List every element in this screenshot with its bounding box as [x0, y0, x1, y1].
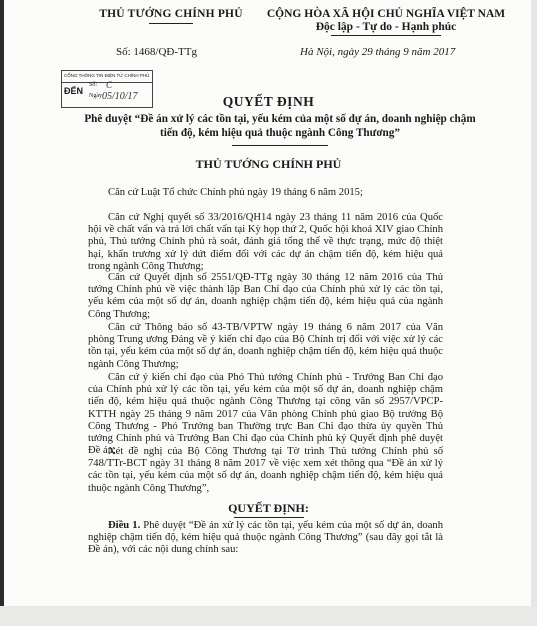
- document-subtitle: Phê duyệt “Đề án xử lý các tồn tại, yếu kém của một số dự án, doanh nghiệp chậm tiến độ, kém hiệu quả thuộc ngành Công Thương”: [84, 113, 476, 139]
- document-number: Số: 1468/QĐ-TTg: [116, 46, 197, 58]
- stamp-date-value: 05/10/17: [102, 91, 138, 102]
- stamp-number-value: C: [106, 80, 113, 90]
- agency-name: THỦ TƯỚNG CHÍNH PHỦ: [99, 8, 243, 20]
- stamp-number-label: Số:: [89, 82, 98, 88]
- national-motto: Độc lập - Tự do - Hạnh phúc: [315, 21, 457, 33]
- legal-basis-6: Xét đề nghị của Bộ Công Thương tại Tờ trình Thủ tướng Chính phủ số 748/TTr-BCT ngày 31 tháng 8 năm 2017 về việc xem xét thông qua “Đề án xử lý các tồn tại, yếu kém của một số dự án, doanh nghiệp chậm tiến độ, kém hiệu quả thuộc ngành Công Thương”,: [88, 446, 443, 494]
- article-1-text: Phê duyệt “Đề án xử lý các tồn tại, yếu kém của một số dự án, doanh nghiệp chậm tiến độ, kém hiệu quả thuộc ngành Công Thương” (sau đây gọi tắt là Đề án), với các nội dung chính sau:: [88, 520, 443, 556]
- stamp-header: CỔNG THÔNG TIN ĐIỆN TỬ CHÍNH PHỦ: [62, 71, 152, 83]
- agency-underline: [149, 23, 193, 24]
- motto-underline: [331, 35, 441, 36]
- national-header: [246, 8, 526, 36]
- document-title: QUYẾT ĐỊNH: [222, 94, 315, 109]
- legal-basis-1: Căn cứ Luật Tổ chức Chính phủ ngày 19 tháng 6 năm 2015;: [108, 187, 363, 198]
- issuer-title: THỦ TƯỚNG CHÍNH PHỦ: [195, 157, 342, 171]
- scan-edge-bottom: [0, 606, 537, 626]
- legal-basis-3: Căn cứ Quyết định số 2551/QĐ-TTg ngày 30 tháng 12 năm 2016 của Thủ tướng Chính phủ về việc thành lập Ban Chỉ đạo của Chính phủ xử lý các tồn tại, yếu kém của một số dự án, doanh nghiệp chậm tiến độ, kém hiệu quả của ngành Công Thương;: [88, 272, 443, 320]
- decision-underline: [234, 517, 304, 518]
- legal-basis-5: Căn cứ ý kiến chỉ đạo của Phó Thủ tướng Chính phủ - Trưởng Ban Chỉ đạo của Chính phủ xử lý các tồn tại, yếu kém của một số dự án, doanh nghiệp chậm tiến độ, kém hiệu quả thuộc ngành Công Thương tại công văn số 2957/VPCP-KTTH ngày 25 tháng 9 năm 2017 của Văn phòng Chính phủ giao Bộ trưởng Bộ Công Thương - Phó Trưởng ban Thường trực Ban Chỉ đạo thừa ủy quyền Thủ tướng Chính phủ và Trưởng Ban Chỉ đạo của Chính phủ ký Quyết định phê duyệt Đề án;: [88, 372, 443, 457]
- place-date: Hà Nội, ngày 29 tháng 9 năm 2017: [300, 46, 456, 58]
- legal-basis-2: Căn cứ Nghị quyết số 33/2016/QH14 ngày 23 tháng 11 năm 2016 của Quốc hội về chất vấn và trả lời chất vấn tại Kỳ họp thứ 2, Quốc hội khoá XIV giao Chính phủ, Thủ tướng Chính phủ rà soát, đánh giá tổng thể về thực trạng, mức độ thiệt hại, khẩn trương xử lý dứt điểm đối với các dự án chậm tiến độ, kém hiệu quả trong ngành Công Thương;: [88, 212, 443, 272]
- legal-basis-4: Căn cứ Thông báo số 43-TB/VPTW ngày 19 tháng 6 năm 2017 của Văn phòng Trung ương Đảng về ý kiến chỉ đạo của Bộ Chính trị đối với việc xử lý các tồn tại, yếu kém của một số dự án, doanh nghiệp chậm tiến độ, kém hiệu quả thuộc ngành Công Thương;: [88, 322, 443, 370]
- article-1: [88, 520, 443, 557]
- subtitle-underline: [232, 145, 328, 146]
- nation-name: CỘNG HÒA XÃ HỘI CHỦ NGHĨA VIỆT NAM: [266, 8, 506, 20]
- decision-heading: QUYẾT ĐỊNH:: [228, 501, 309, 515]
- stamp-den-label: ĐẾN: [64, 86, 84, 96]
- article-1-label: Điều 1.: [108, 520, 141, 531]
- agency-header: [96, 8, 246, 24]
- stamp-date-label: Ngày:: [89, 93, 104, 99]
